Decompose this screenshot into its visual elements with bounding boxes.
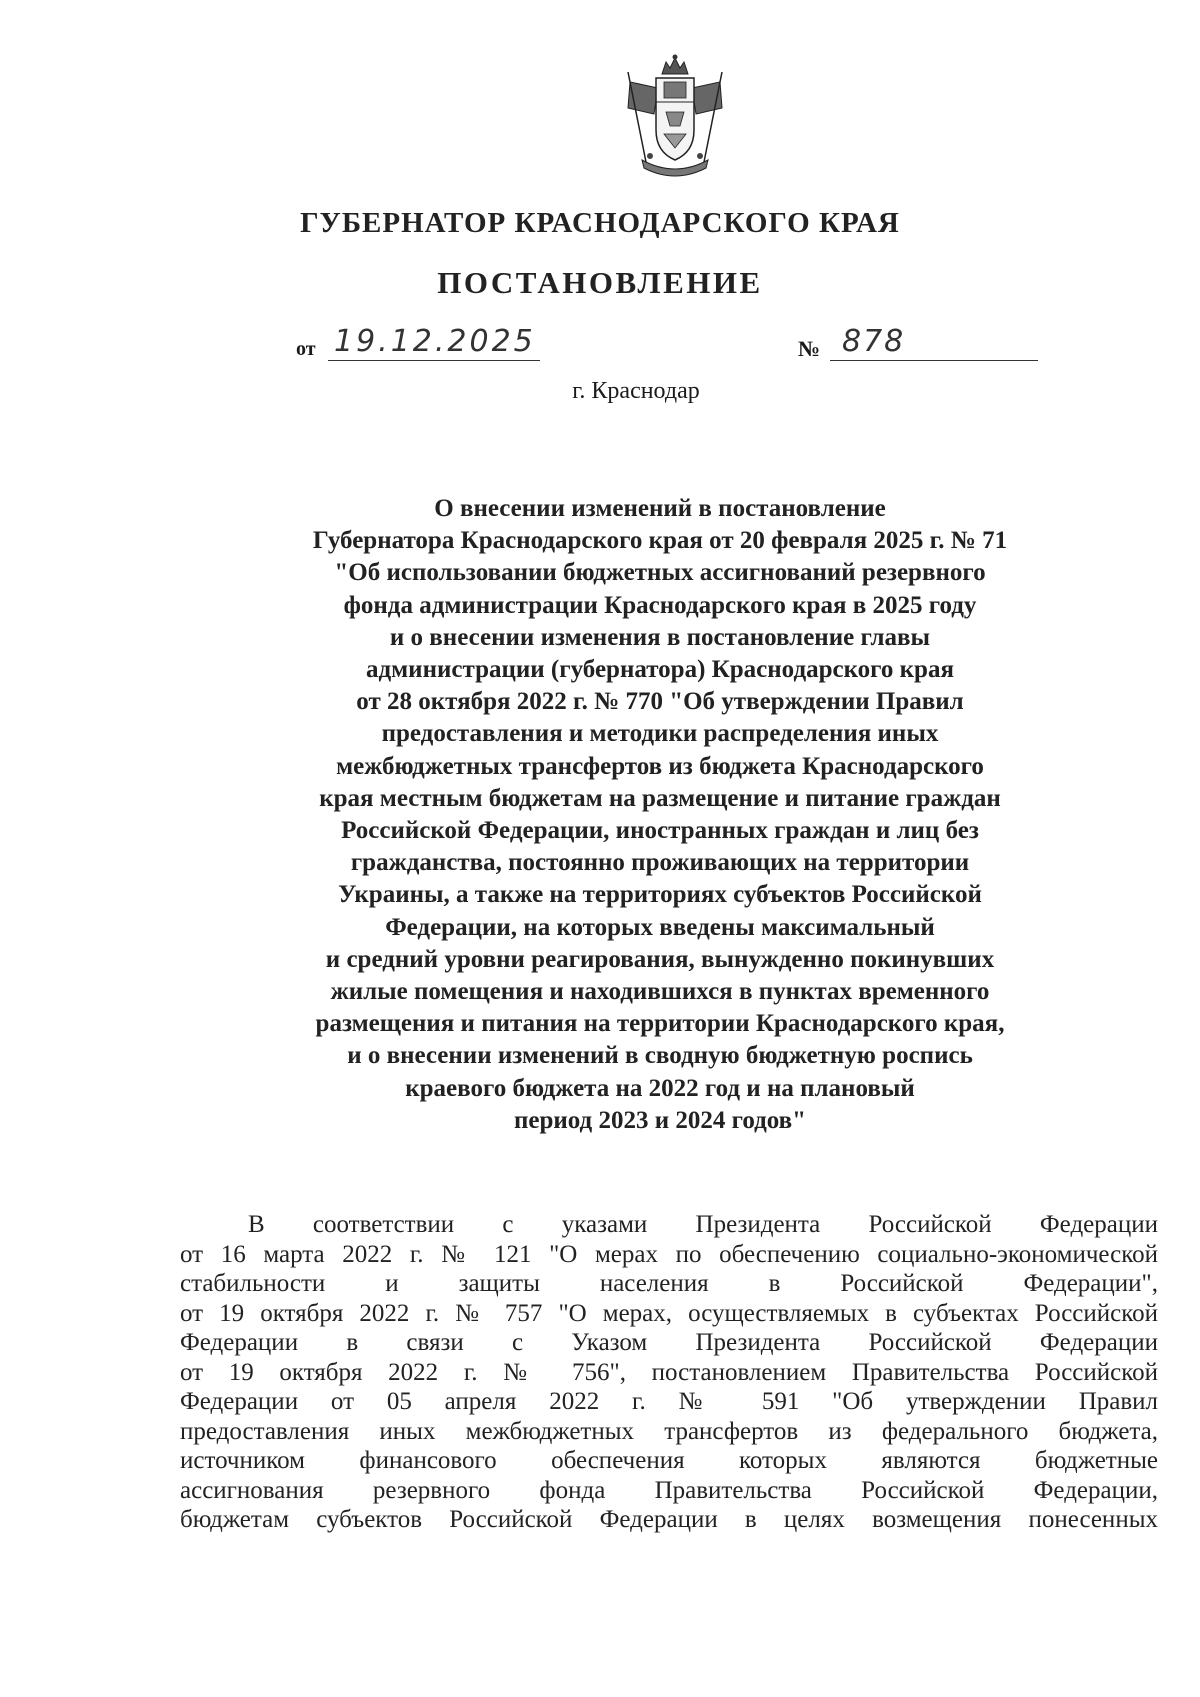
number-value: 878 [842, 324, 906, 359]
body-line: бюджетам субъектов Российской Федерации в целях возмещения понесенных [180, 1506, 1158, 1533]
body-line: В соответствии с указами Президента Российской Федерации [248, 1211, 1158, 1238]
title-line: жилые помещения и находившихся в пунктах временного [330, 978, 990, 1006]
title-line: и о внесении изменений в сводную бюджетную роспись [347, 1042, 973, 1070]
document-body [180, 1210, 1158, 1535]
number-underline [830, 360, 1038, 361]
title-line: фонда администрации Краснодарского края в 2025 году [343, 591, 977, 619]
title-line: Украины, а также на территориях субъектов Российской [338, 881, 982, 909]
krasnodar-coat-of-arms-icon [620, 52, 730, 180]
body-line: ассигнования резервного фонда Правительства Российской Федерации, [180, 1476, 1158, 1504]
city: г. Краснодар [572, 378, 700, 404]
body-line: от 16 марта 2022 г. № 121 "О мерах по обеспечению социально-экономической [180, 1240, 1158, 1268]
body-line: Федерации от 05 апреля 2022 г. № 591 "Об утверждении Правил [180, 1388, 1158, 1415]
title-line: края местным бюджетам на размещение и питание граждан [319, 784, 1001, 812]
body-line: от 19 октября 2022 г. № 756", постановлением Правительства Российской [180, 1358, 1158, 1386]
body-line: от 19 октября 2022 г. № 757 "О мерах, осуществляемых в субъектах Российской [180, 1299, 1158, 1327]
date-value: 19.12.2025 [334, 324, 536, 359]
title-line: администрации (губернатора) Краснодарского края [366, 656, 954, 684]
issuing-authority: ГУБЕРНАТОР КРАСНОДАРСКОГО КРАЯ [300, 207, 900, 239]
title-line: предоставления и методики распределения иных [381, 720, 939, 748]
document-title [200, 493, 1120, 1137]
title-line: и о внесении изменения в постановление главы [389, 623, 931, 651]
title-line: от 28 октября 2022 г. № 770 "Об утверждении Правил [356, 688, 964, 716]
title-line: "Об использовании бюджетных ассигнований резервного [334, 559, 986, 587]
body-line: Федерации в связи с Указом Президента Российской Федерации [180, 1329, 1158, 1356]
body-line: предоставления иных межбюджетных трансфертов из федерального бюджета, [180, 1417, 1158, 1445]
title-line: размещения и питания на территории Краснодарского края, [315, 1010, 1005, 1038]
number-label: № [798, 336, 821, 361]
document-type: ПОСТАНОВЛЕНИЕ [437, 265, 763, 300]
title-line: Губернатора Краснодарского края от 20 февраля 2025 г. № 71 [312, 527, 1008, 555]
date-label: от [296, 338, 316, 360]
title-line: гражданства, постоянно проживающих на территории [350, 849, 970, 877]
body-line: стабильности и защиты населения в Российской Федерации", [180, 1270, 1158, 1297]
title-line: О внесении изменений в постановление [434, 495, 886, 522]
title-line: краевого бюджета на 2022 год и на плановый [405, 1074, 915, 1102]
date-underline [328, 360, 540, 361]
body-line: источником финансового обеспечения которых являются бюджетные [180, 1447, 1158, 1474]
title-line: Федерации, на которых введены максимальный [385, 913, 935, 941]
title-line: период 2023 и 2024 годов" [513, 1106, 807, 1134]
title-line: и средний уровни реагирования, вынужденно покинувших [325, 945, 995, 973]
title-line: Российской Федерации, иностранных граждан и лиц без [341, 817, 979, 845]
title-line: межбюджетных трансфертов из бюджета Краснодарского [336, 752, 984, 780]
coat-of-arms-emblem [620, 52, 730, 180]
